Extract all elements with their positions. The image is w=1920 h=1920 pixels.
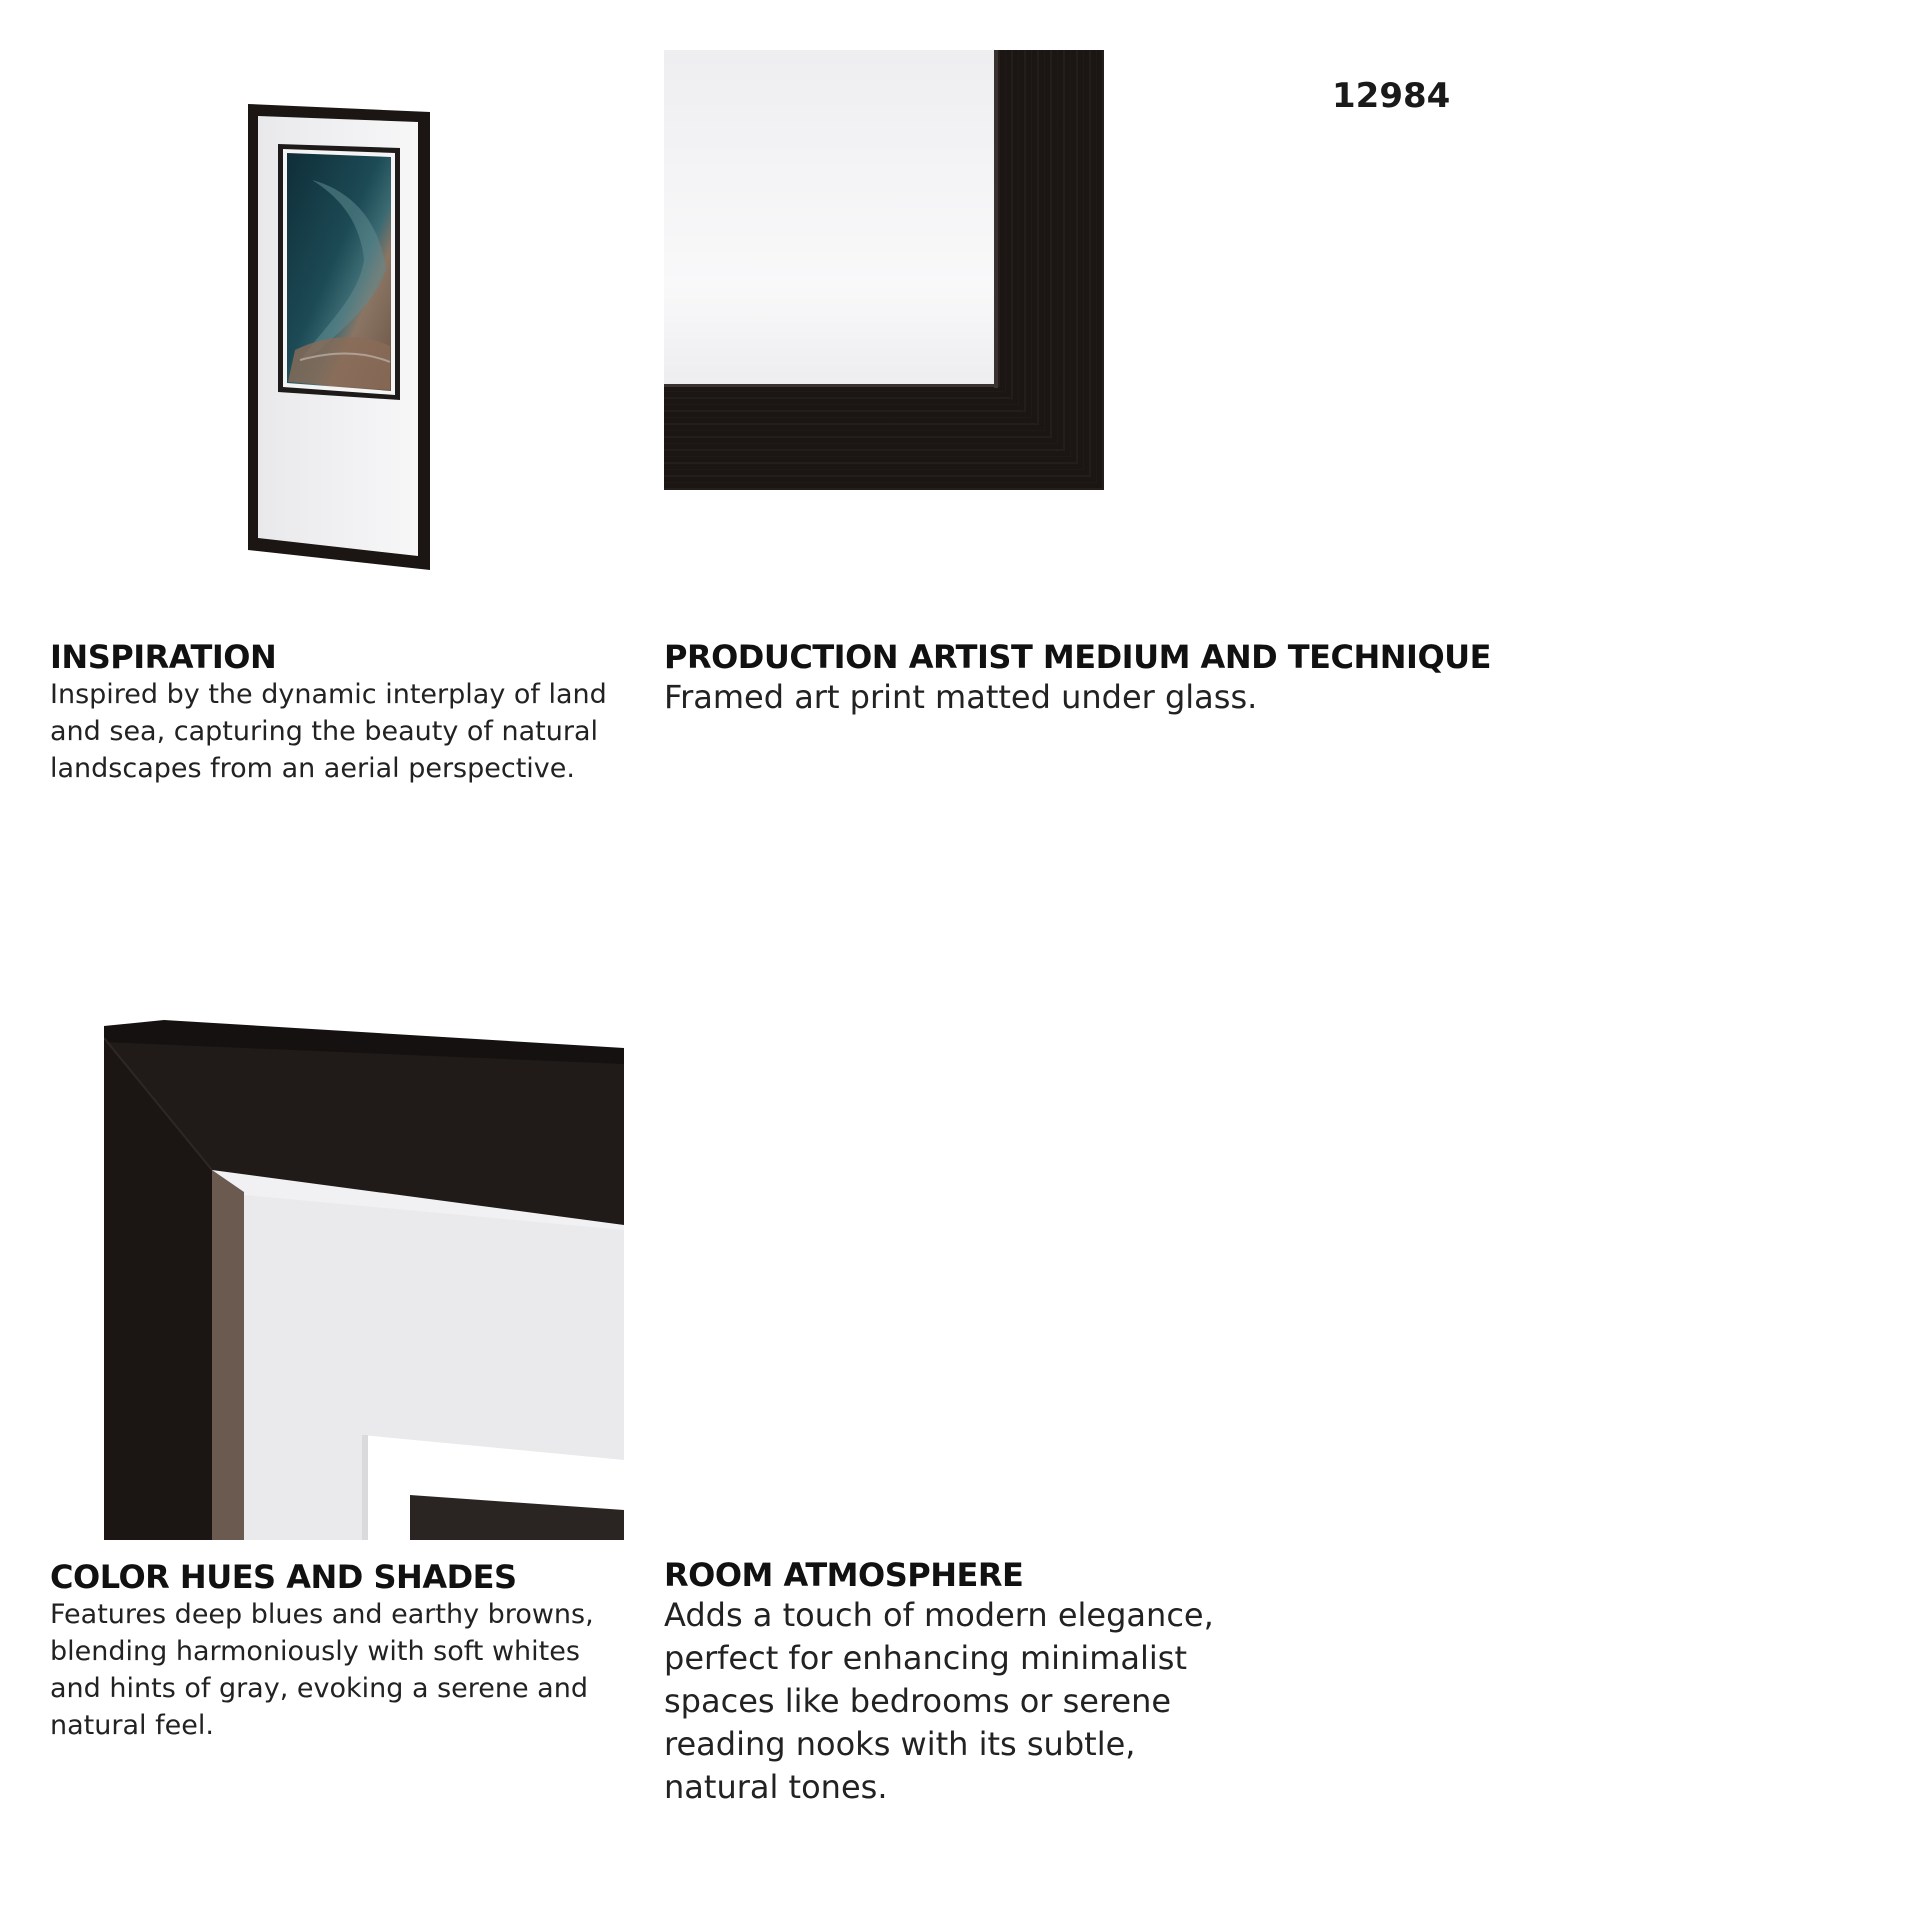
- product-number: 12984: [1332, 76, 1451, 116]
- color-heading: COLOR HUES AND SHADES: [50, 1558, 517, 1596]
- production-heading: PRODUCTION ARTIST MEDIUM AND TECHNIQUE: [664, 638, 1491, 676]
- color-text: Features deep blues and earthy browns, blending harmoniously with soft whites and hints of gray, evoking a serene and natural feel.: [50, 1599, 594, 1741]
- frame-perspective-detail-image: [104, 1020, 624, 1540]
- production-text: Framed art print matted under glass.: [664, 678, 1258, 716]
- room-heading: ROOM ATMOSPHERE: [664, 1556, 1024, 1594]
- inspiration-heading: INSPIRATION: [50, 638, 277, 676]
- framed-print-image: [240, 100, 430, 570]
- inspiration-text: Inspired by the dynamic interplay of land and sea, capturing the beauty of natural landscapes from an aerial perspective.: [50, 679, 607, 784]
- room-text: Adds a touch of modern elegance, perfect for enhancing minimalist spaces like bedrooms or serene reading nooks with its subtle, natural tones.: [664, 1596, 1214, 1806]
- frame-corner-detail-image: [664, 50, 1104, 490]
